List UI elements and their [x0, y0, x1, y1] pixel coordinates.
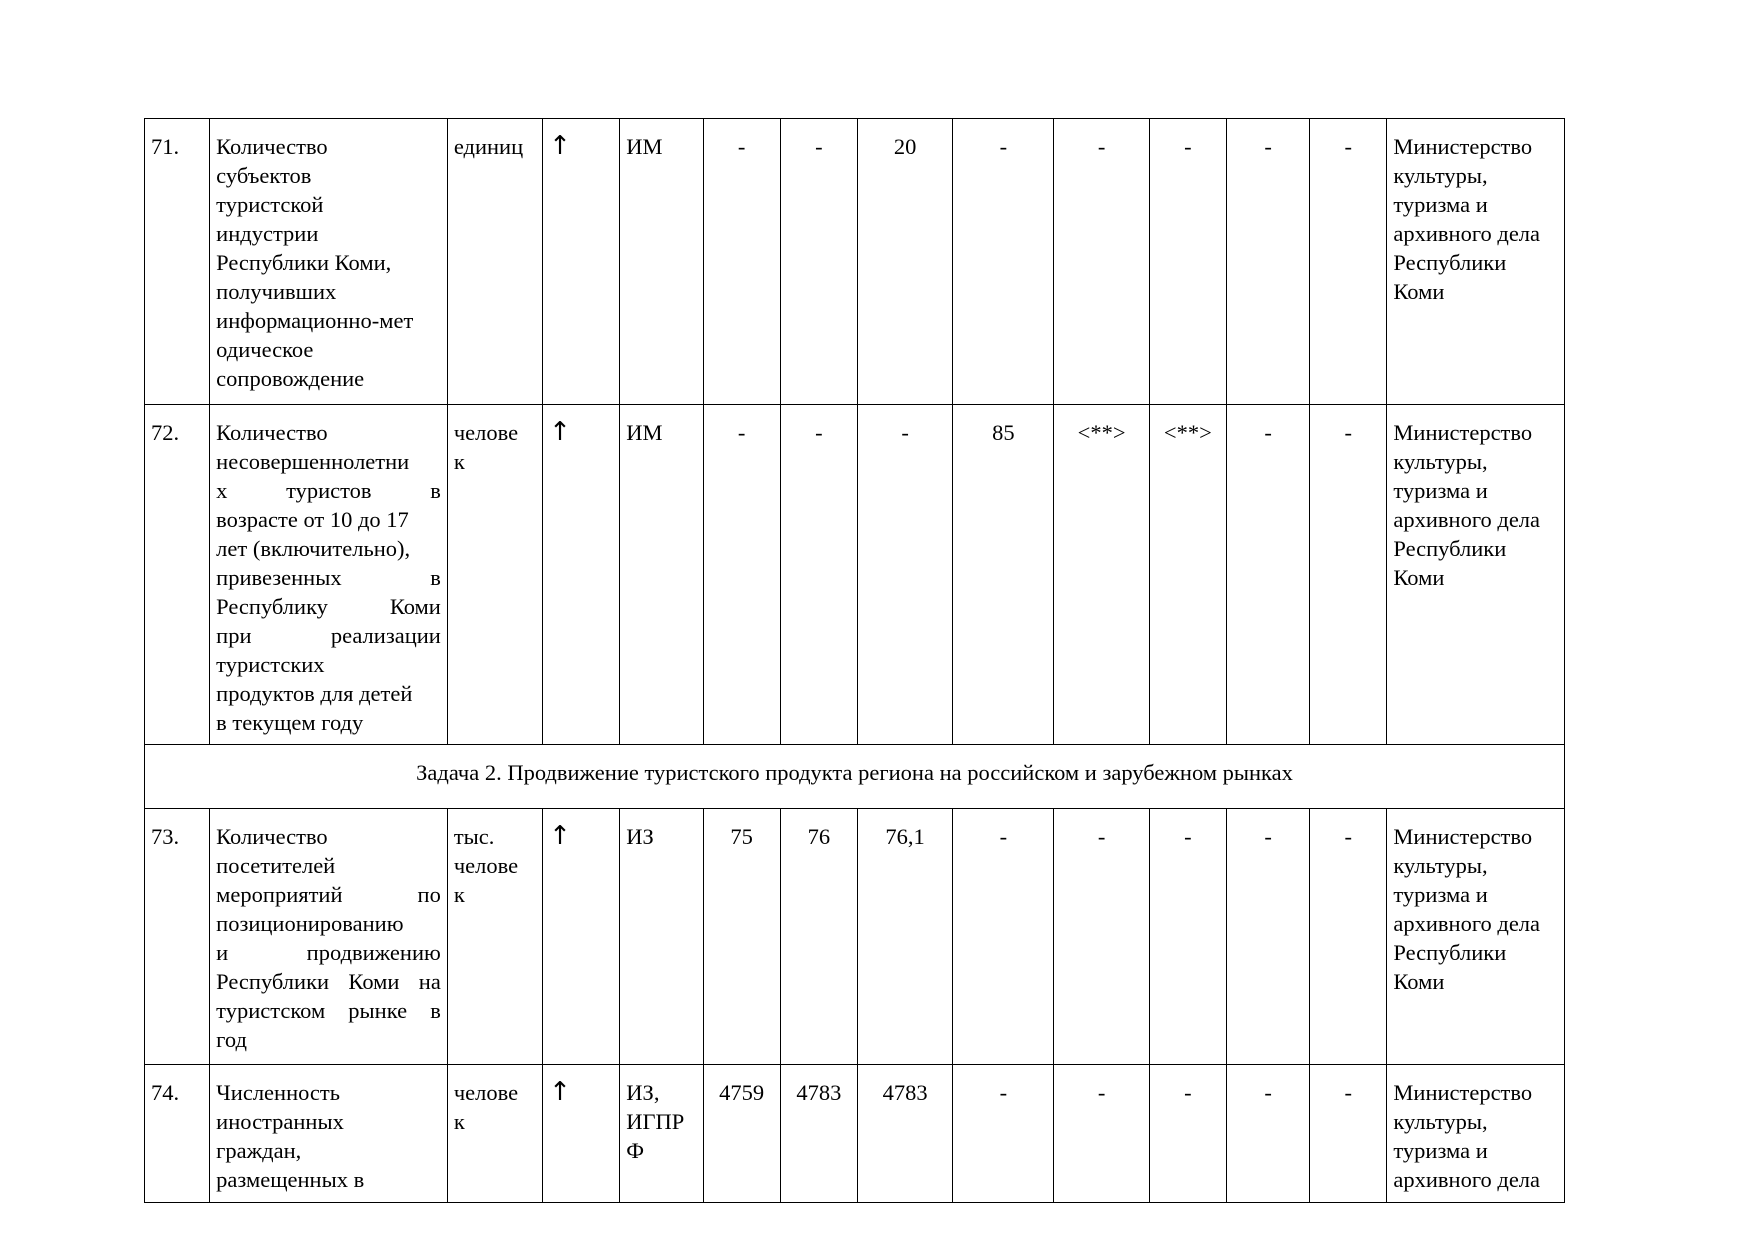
name-line: посетителей — [216, 853, 336, 878]
name-line: Количество — [216, 134, 328, 159]
responsible-line: Министерство — [1393, 420, 1533, 445]
source — [620, 119, 703, 405]
value-cell: - — [1054, 809, 1149, 1065]
responsible-line: архивного дела — [1393, 911, 1541, 936]
name-line: туристском рынке в — [216, 998, 441, 1023]
value-cell: - — [1310, 1065, 1387, 1203]
responsible — [1387, 119, 1565, 405]
name-line: информационно-мет — [216, 308, 414, 333]
responsible-line: Министерство — [1393, 1080, 1533, 1105]
direction-arrow-icon: ↑ — [543, 809, 620, 1065]
direction-arrow-icon: ↑ — [543, 405, 620, 745]
name-line: Республику Коми — [216, 594, 441, 619]
value-cell: - — [780, 405, 857, 745]
responsible-line: культуры, — [1393, 853, 1488, 878]
responsible-line: туризма и — [1393, 882, 1488, 907]
name-line: Количество — [216, 420, 328, 445]
responsible-line: архивного дела — [1393, 507, 1541, 532]
name-line: в текущем году — [216, 710, 364, 735]
unit-line: тыс. — [453, 824, 495, 849]
indicators-table — [144, 118, 1565, 1203]
value-cell: - — [1226, 1065, 1309, 1203]
name-line: несовершеннолетни — [216, 449, 410, 474]
value-cell: - — [1310, 809, 1387, 1065]
source-line: Ф — [626, 1138, 645, 1163]
source — [620, 809, 703, 1065]
name-line: получивших — [216, 279, 337, 304]
indicator-name — [210, 119, 448, 405]
direction-arrow-icon: ↑ — [543, 119, 620, 405]
table-row — [145, 809, 1565, 1065]
table-body — [145, 119, 1565, 1203]
value-cell: - — [1310, 405, 1387, 745]
source — [620, 1065, 703, 1203]
responsible-line: Министерство — [1393, 134, 1533, 159]
task-row — [145, 745, 1565, 809]
responsible-line: Республики — [1393, 536, 1507, 561]
unit-line: челове — [453, 420, 519, 445]
unit-line: к — [453, 1109, 465, 1134]
unit-line: к — [453, 449, 465, 474]
value-cell: - — [1226, 405, 1309, 745]
table-row — [145, 1065, 1565, 1203]
name-line: позиционированию — [216, 911, 404, 936]
name-line: Численность — [216, 1080, 341, 1105]
value-cell: - — [1054, 1065, 1149, 1203]
value-cell: 76,1 — [857, 809, 952, 1065]
name-line: размещенных в — [216, 1167, 365, 1192]
name-line: лет (включительно), — [216, 536, 411, 561]
unit-line: челове — [453, 1080, 519, 1105]
name-line: одическое — [216, 337, 314, 362]
source-line: ИГПР — [626, 1109, 685, 1134]
name-line: возрасте от 10 до 17 — [216, 507, 409, 532]
value-cell: - — [1310, 119, 1387, 405]
value-cell: - — [780, 119, 857, 405]
source — [620, 405, 703, 745]
table-row — [145, 119, 1565, 405]
responsible-line: Министерство — [1393, 824, 1533, 849]
value-cell: - — [953, 1065, 1054, 1203]
name-line: субъектов — [216, 163, 312, 188]
indicator-name — [210, 1065, 448, 1203]
unit-line: к — [453, 882, 465, 907]
responsible-line: Коми — [1393, 279, 1445, 304]
unit — [447, 119, 542, 405]
value-cell: 75 — [703, 809, 780, 1065]
name-line: х туристов в — [216, 478, 441, 503]
row-number: 73. — [145, 809, 210, 1065]
source-line: ИЗ, — [626, 1080, 660, 1105]
value-cell: - — [1149, 1065, 1226, 1203]
value-cell: - — [1149, 119, 1226, 405]
value-cell: - — [953, 809, 1054, 1065]
unit — [447, 405, 542, 745]
indicator-name — [210, 405, 448, 745]
responsible-line: Республики — [1393, 940, 1507, 965]
name-line: и продвижению — [216, 940, 441, 965]
unit-line: челове — [453, 853, 519, 878]
name-line: при реализации — [216, 623, 441, 648]
name-line: Количество — [216, 824, 328, 849]
source-line: ИЗ — [626, 824, 654, 849]
direction-arrow-icon: ↑ — [543, 1065, 620, 1203]
value-cell: - — [1226, 809, 1309, 1065]
value-cell: 76 — [780, 809, 857, 1065]
responsible — [1387, 809, 1565, 1065]
responsible-line: туризма и — [1393, 192, 1488, 217]
row-number: 72. — [145, 405, 210, 745]
responsible-line: культуры, — [1393, 163, 1488, 188]
value-cell: 4759 — [703, 1065, 780, 1203]
name-line: продуктов для детей — [216, 681, 413, 706]
responsible-line: культуры, — [1393, 1109, 1488, 1134]
name-line: сопровождение — [216, 366, 365, 391]
name-line: год — [216, 1027, 247, 1052]
value-cell: - — [1149, 809, 1226, 1065]
responsible-line: Коми — [1393, 969, 1445, 994]
row-number: 71. — [145, 119, 210, 405]
row-number: 74. — [145, 1065, 210, 1203]
value-cell: <**> — [1054, 405, 1149, 745]
responsible — [1387, 405, 1565, 745]
value-cell: 20 — [857, 119, 952, 405]
table-row — [145, 405, 1565, 745]
name-line: Республики Коми, — [216, 250, 392, 275]
value-cell: - — [1226, 119, 1309, 405]
value-cell: 85 — [953, 405, 1054, 745]
responsible — [1387, 1065, 1565, 1203]
responsible-line: архивного дела — [1393, 221, 1541, 246]
value-cell: - — [857, 405, 952, 745]
source-line: ИМ — [626, 134, 663, 159]
unit — [447, 809, 542, 1065]
value-cell: 4783 — [857, 1065, 952, 1203]
unit-line: единиц — [453, 134, 524, 159]
value-cell: - — [703, 405, 780, 745]
responsible-line: культуры, — [1393, 449, 1488, 474]
name-line: туристской — [216, 192, 324, 217]
value-cell: - — [953, 119, 1054, 405]
name-line: туристских — [216, 652, 325, 677]
name-line: привезенных в — [216, 565, 441, 590]
unit — [447, 1065, 542, 1203]
responsible-line: архивного дела — [1393, 1167, 1541, 1192]
source-line: ИМ — [626, 420, 663, 445]
name-line: иностранных — [216, 1109, 344, 1134]
name-line: Республики Коми на — [216, 969, 441, 994]
value-cell: <**> — [1149, 405, 1226, 745]
name-line: граждан, — [216, 1138, 302, 1163]
value-cell: 4783 — [780, 1065, 857, 1203]
responsible-line: туризма и — [1393, 1138, 1488, 1163]
task-heading: Задача 2. Продвижение туристского продукта региона на российском и зарубежном рынках — [145, 745, 1565, 809]
responsible-line: туризма и — [1393, 478, 1488, 503]
name-line: мероприятий по — [216, 882, 441, 907]
responsible-line: Коми — [1393, 565, 1445, 590]
value-cell: - — [703, 119, 780, 405]
name-line: индустрии — [216, 221, 319, 246]
responsible-line: Республики — [1393, 250, 1507, 275]
value-cell: - — [1054, 119, 1149, 405]
indicator-name — [210, 809, 448, 1065]
